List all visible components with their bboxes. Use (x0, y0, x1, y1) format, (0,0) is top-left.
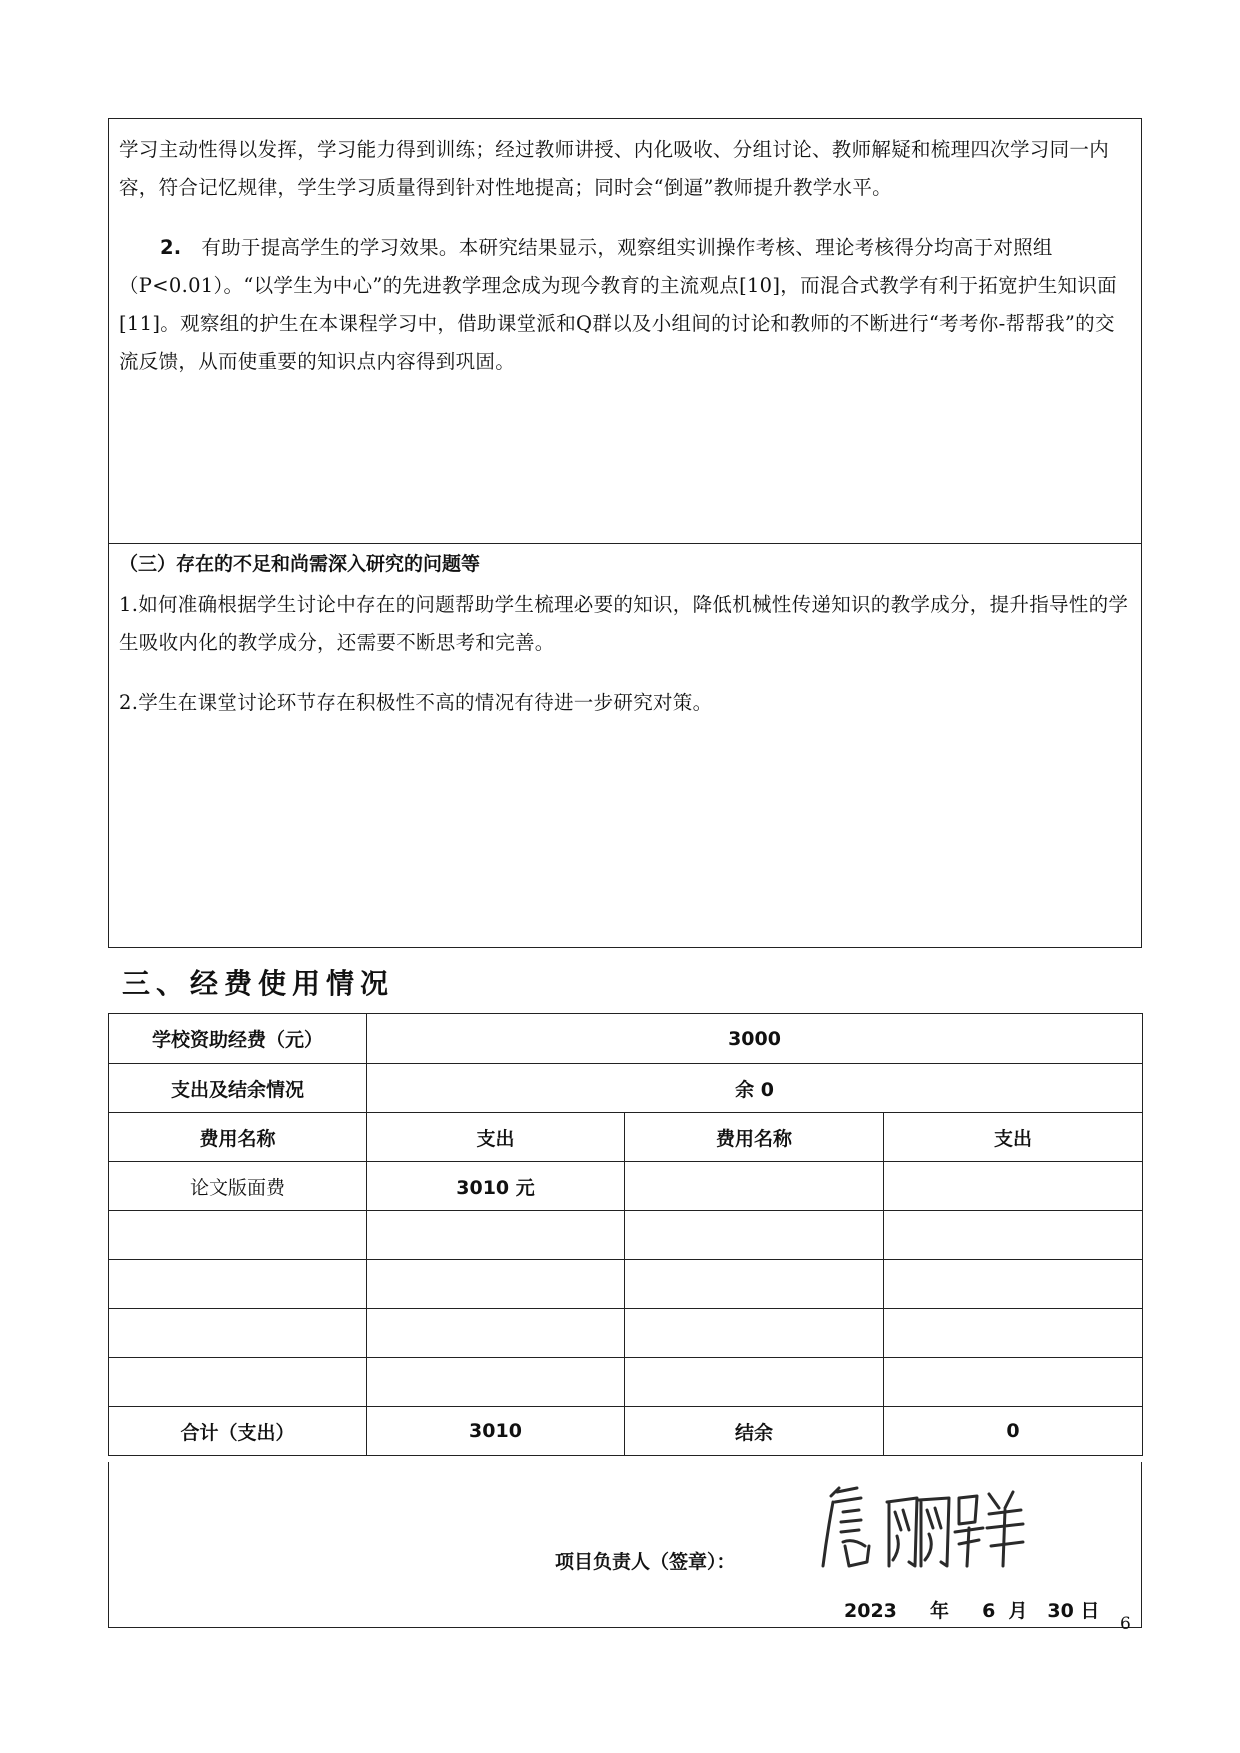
balance-value: 余 0 (367, 1064, 1143, 1113)
shortcoming-item-2: 2.学生在课堂讨论环节存在积极性不高的情况有待进一步研究对策。 (119, 691, 713, 714)
page-number: 6 (1120, 1614, 1131, 1634)
funding-table (108, 1013, 1143, 1456)
section2-continued-box (108, 118, 1142, 544)
date-year: 2023 (844, 1600, 897, 1622)
date-month: 6 (982, 1600, 996, 1622)
effect-paragraph-2-text: 有助于提高学生的学习效果。本研究结果显示，观察组实训操作考核、理论考核得分均高于对照组（P<0.01）。“以学生为中心”的先进教学理念成为现今教育的主流观点[10]，而混合式教学有利于拓宽护生知识面[11]。观察组的护生在本课程学习中，借助课堂派和Q群以及小组间的讨论和教师的不断进行“考考你-帮帮我”的交流反馈，从而使重要的知识点内容得到巩固。 (119, 236, 1117, 373)
column-header-name-2: 费用名称 (625, 1113, 884, 1162)
column-header-expense-2: 支出 (884, 1113, 1143, 1162)
shortcoming-item-1: 1.如何准确根据学生讨论中存在的问题帮助学生梳理必要的知识，降低机械性传递知识的教学成分，提升指导性的学生吸收内化的教学成分，还需要不断思考和完善。 (119, 593, 1129, 654)
date-year-unit: 年 (929, 1600, 949, 1622)
section-title: （三）存在的不足和尚需深入研究的问题等 (119, 553, 481, 575)
school-funding-label: 学校资助经费（元） (109, 1014, 367, 1064)
table-row (109, 1064, 1143, 1113)
cost-expense-cell (367, 1211, 625, 1260)
cost-expense-cell (884, 1162, 1143, 1211)
table-row (109, 1162, 1143, 1211)
cost-expense-cell: 3010 元 (367, 1162, 625, 1211)
table-header-row (109, 1113, 1143, 1162)
funding-heading: 三、经费使用情况 (122, 967, 395, 1000)
table-row (109, 1309, 1143, 1358)
cost-name-cell (109, 1358, 367, 1407)
school-funding-value: 3000 (367, 1014, 1143, 1064)
cost-name-cell (625, 1162, 884, 1211)
effect-paragraph-1: 学习主动性得以发挥，学习能力得到训练；经过教师讲授、内化吸收、分组讨论、教师解疑和梳理四次学习同一内容，符合记忆规律，学生学习质量得到针对性地提高；同时会“倒逼”教师提升教学水平。 (119, 138, 1110, 199)
cost-expense-cell (884, 1211, 1143, 1260)
table-row (109, 1211, 1143, 1260)
table-row (109, 1014, 1143, 1064)
column-header-expense: 支出 (367, 1113, 625, 1162)
column-header-name: 费用名称 (109, 1113, 367, 1162)
balance-label: 支出及结余情况 (109, 1064, 367, 1113)
signature-label: 项目负责人（签章）： (555, 1551, 736, 1573)
table-row (109, 1260, 1143, 1309)
cost-expense-cell (884, 1358, 1143, 1407)
date-month-unit: 月 (1008, 1600, 1028, 1622)
cost-expense-cell (367, 1309, 625, 1358)
cost-expense-cell (367, 1260, 625, 1309)
total-value: 3010 (367, 1407, 625, 1456)
cost-name-cell: 论文版面费 (109, 1162, 367, 1211)
remaining-value: 0 (884, 1407, 1143, 1456)
date-day: 30 (1047, 1600, 1074, 1622)
cost-name-cell (625, 1309, 884, 1358)
cost-expense-cell (884, 1309, 1143, 1358)
cost-name-cell (625, 1211, 884, 1260)
table-total-row (109, 1407, 1143, 1456)
paragraph-number: 2. (159, 236, 182, 259)
date-day-unit: 日 (1080, 1600, 1100, 1622)
cost-expense-cell (884, 1260, 1143, 1309)
signature-date (844, 1596, 1100, 1623)
handwritten-signature (809, 1474, 1049, 1584)
effect-paragraph-2 (119, 229, 1131, 381)
signature-box (108, 1462, 1142, 1628)
table-row (109, 1358, 1143, 1407)
shortcomings-box (108, 543, 1142, 948)
remaining-label: 结余 (625, 1407, 884, 1456)
cost-expense-cell (367, 1358, 625, 1407)
cost-name-cell (109, 1260, 367, 1309)
cost-name-cell (109, 1309, 367, 1358)
cost-name-cell (109, 1211, 367, 1260)
cost-name-cell (625, 1358, 884, 1407)
total-label: 合计（支出） (109, 1407, 367, 1456)
cost-name-cell (625, 1260, 884, 1309)
